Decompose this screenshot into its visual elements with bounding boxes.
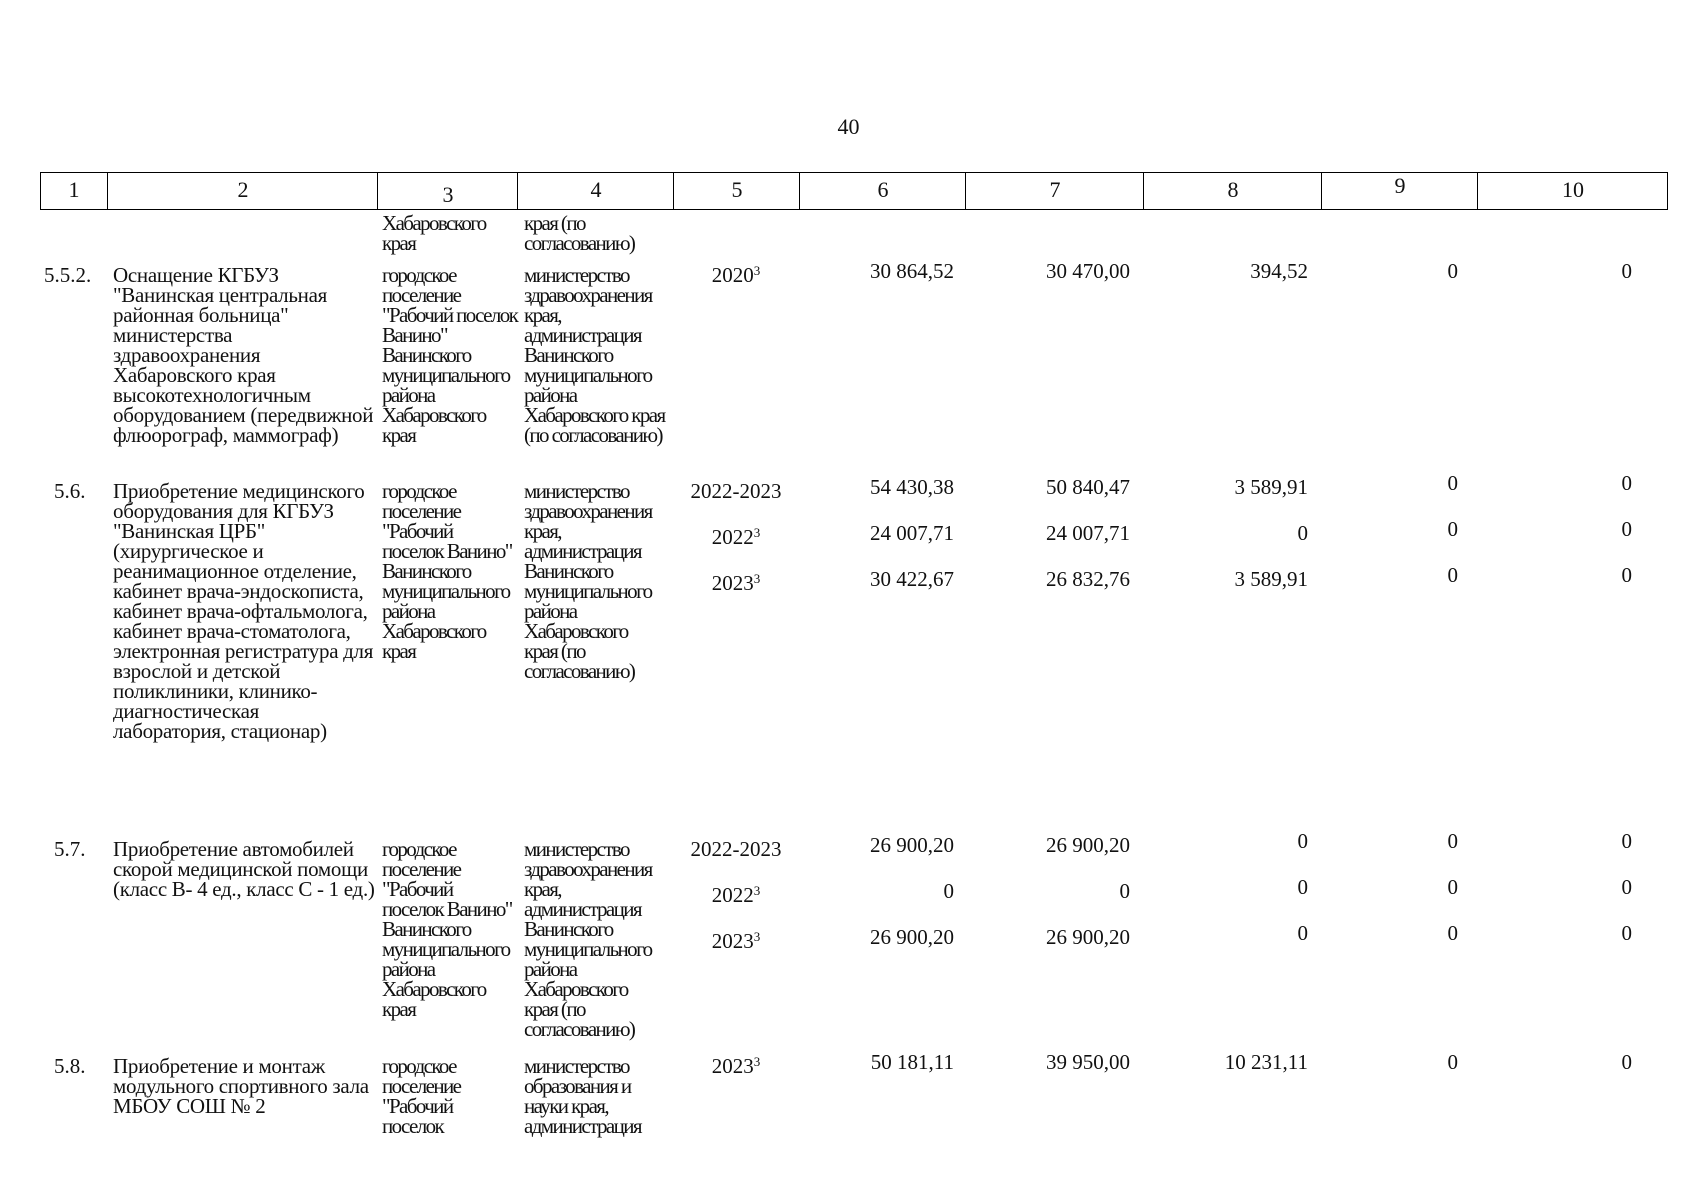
row-years: 2022-2023 2022$^3$ 2023$^3$ bbox=[690, 837, 782, 953]
header-col-4: 4 bbox=[517, 173, 674, 209]
row-name: Приобретение медицинского оборудования для КГБУЗ "Ванинская ЦРБ" (хирургическое и реанимационное отделение, кабинет врача-эндоскописта, кабинет врача-офтальмолога, кабинет врача-стоматолога, электронная регистратура для взрослой и детской поликлиники, клинико-диагностическая лаборатория, стационар) bbox=[113, 479, 374, 743]
header-col-10: 10 bbox=[1477, 173, 1668, 209]
row-year: 2020$^3$ bbox=[711, 263, 761, 287]
row-col10: 0 bbox=[1621, 1050, 1632, 1074]
row-year: 2023$^3$ bbox=[711, 1054, 761, 1078]
row-executor: министерство здравоохранения края, администрация Ванинского муниципального района Хабаровского края (по согласованию) bbox=[524, 479, 652, 683]
row-recipient: городское поселение "Рабочий поселок Ванино" Ванинского муниципального района Хабаровского края bbox=[382, 837, 512, 1021]
row-id: 5.5.2. bbox=[44, 263, 92, 287]
row-recipient: городское поселение "Рабочий поселок bbox=[382, 1054, 461, 1138]
row-col9: 0 bbox=[1447, 1050, 1458, 1074]
row-federal: 30 470,00 bbox=[1046, 259, 1130, 283]
row-col10: 0 0 0 bbox=[1621, 829, 1632, 945]
page-number: 40 bbox=[837, 114, 860, 139]
row-id: 5.7. bbox=[54, 837, 86, 861]
table-header bbox=[40, 172, 1668, 210]
header-col-5: 5 bbox=[673, 173, 800, 209]
row-executor: министерство здравоохранения края, администрация Ванинского муниципального района Хабаровского края (по согласованию) bbox=[524, 263, 665, 447]
row-regional: 10 231,11 bbox=[1224, 1050, 1308, 1074]
row-total: 26 900,20 0 26 900,20 bbox=[870, 833, 954, 949]
row-executor: министерство здравоохранения края, администрация Ванинского муниципального района Хабаровского края (по согласованию) bbox=[524, 837, 652, 1041]
carry-executor: края (по согласованию) bbox=[524, 211, 635, 255]
row-federal: 26 900,20 0 26 900,20 bbox=[1046, 833, 1130, 949]
row-id: 5.6. bbox=[54, 479, 86, 503]
row-col10: 0 bbox=[1621, 259, 1632, 283]
header-col-3: 3 bbox=[377, 173, 518, 209]
row-total: 30 864,52 bbox=[870, 259, 954, 283]
row-col9: 0 0 0 bbox=[1447, 829, 1458, 945]
row-total: 54 430,38 24 007,71 30 422,67 bbox=[870, 475, 954, 591]
row-regional: 0 0 0 bbox=[1297, 829, 1308, 945]
header-col-9: 9 bbox=[1321, 173, 1478, 209]
header-col-7: 7 bbox=[965, 173, 1144, 209]
row-regional: 394,52 bbox=[1250, 259, 1308, 283]
row-executor: министерство образования и науки края, администрация bbox=[524, 1054, 641, 1138]
row-name: Оснащение КГБУЗ "Ванинская центральная районная больница" министерства здравоохранения Хабаровского края высокотехнологичным оборудованием (передвижной флюорограф, маммограф) bbox=[113, 263, 374, 447]
row-col9: 0 bbox=[1447, 259, 1458, 283]
row-id: 5.8. bbox=[54, 1054, 86, 1078]
row-recipient: городское поселение "Рабочий поселок Ванино" Ванинского муниципального района Хабаровского края bbox=[382, 263, 518, 447]
row-col10: 0 0 0 bbox=[1621, 471, 1632, 587]
header-col-1: 1 bbox=[68, 177, 80, 202]
carry-recipient: Хабаровского края bbox=[382, 211, 486, 255]
header-col-2: 2 bbox=[107, 173, 378, 209]
row-years: 2022-2023 2022$^3$ 2023$^3$ bbox=[690, 479, 782, 595]
row-federal: 50 840,47 24 007,71 26 832,76 bbox=[1046, 475, 1130, 591]
row-regional: 3 589,91 0 3 589,91 bbox=[1234, 475, 1308, 591]
header-col-6: 6 bbox=[799, 173, 966, 209]
row-recipient: городское поселение "Рабочий поселок Ванино" Ванинского муниципального района Хабаровского края bbox=[382, 479, 512, 663]
row-total: 50 181,11 bbox=[870, 1050, 954, 1074]
row-col9: 0 0 0 bbox=[1447, 471, 1458, 587]
row-name: Приобретение автомобилей скорой медицинской помощи (класс В- 4 ед., класс С - 1 ед.) bbox=[113, 837, 375, 901]
row-federal: 39 950,00 bbox=[1046, 1050, 1130, 1074]
row-name: Приобретение и монтаж модульного спортивного зала МБОУ СОШ № 2 bbox=[113, 1054, 369, 1118]
header-col-8: 8 bbox=[1143, 173, 1322, 209]
